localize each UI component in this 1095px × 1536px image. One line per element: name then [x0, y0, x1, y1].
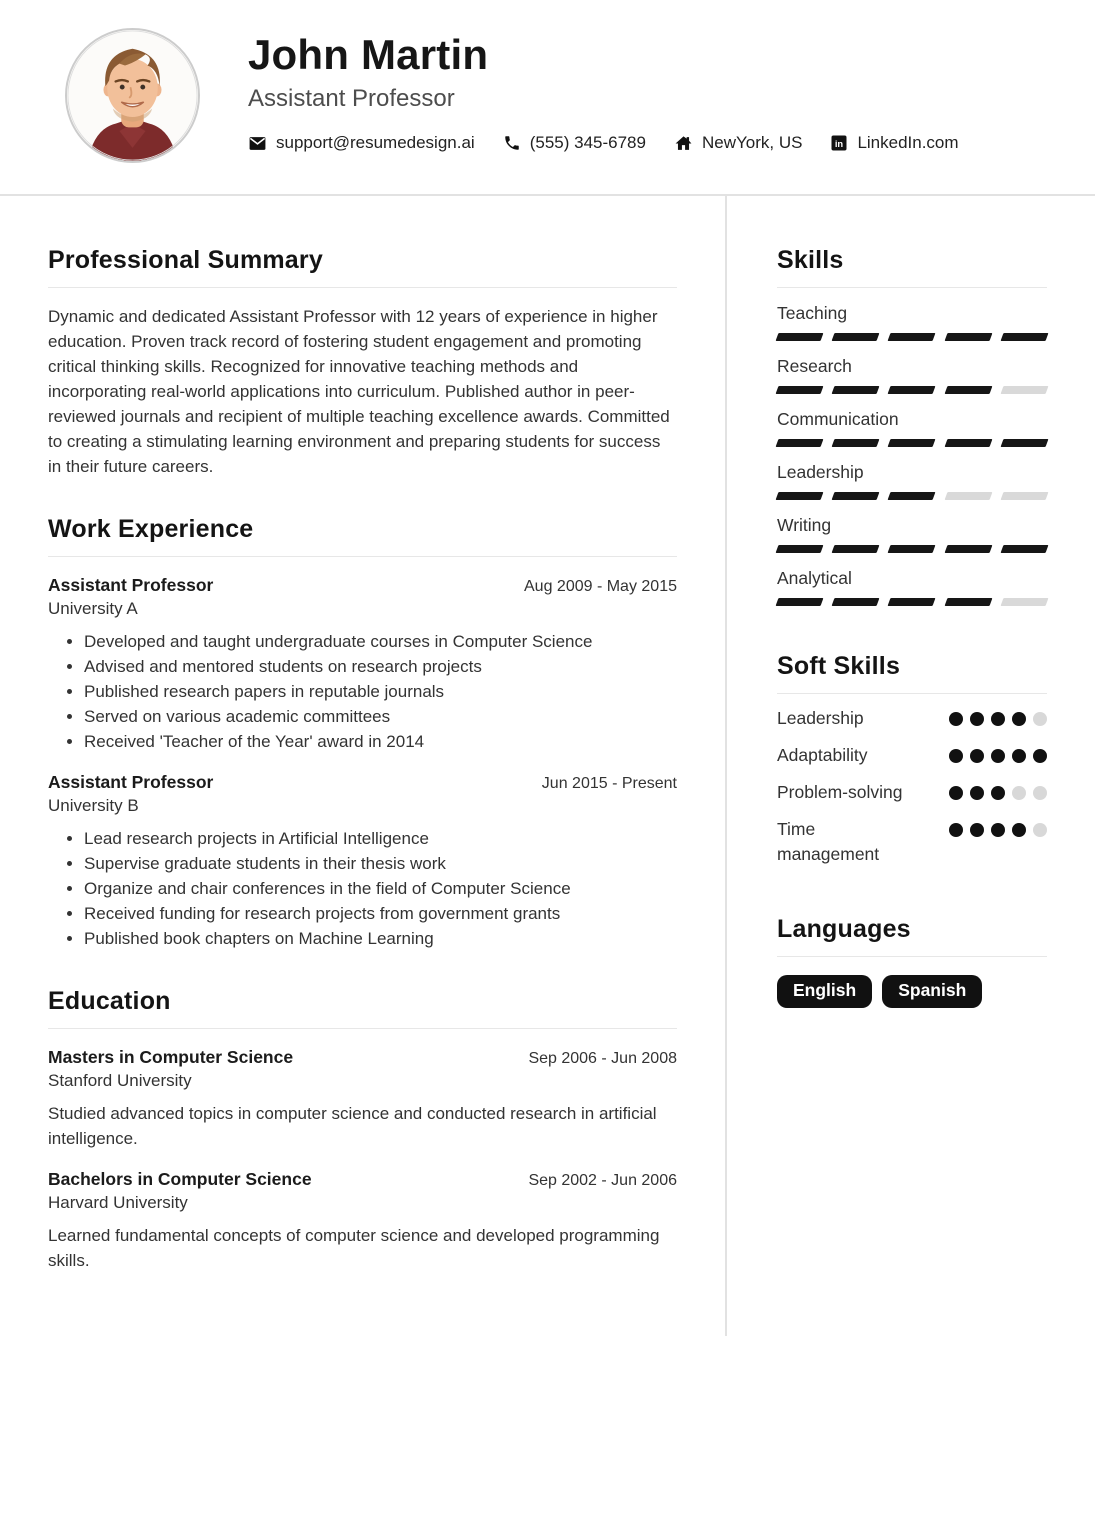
- job-header: [48, 772, 677, 793]
- skill-bar-segment: [888, 598, 936, 606]
- skill-bar: [777, 386, 1047, 394]
- language-badge: Spanish: [882, 975, 982, 1008]
- linkedin-icon: [830, 134, 848, 152]
- rating-dot: [1012, 749, 1026, 763]
- rating-dot: [1012, 712, 1026, 726]
- skill-bar-segment: [888, 492, 936, 500]
- rating-dot: [1033, 823, 1047, 837]
- skill-bar: [777, 598, 1047, 606]
- rating-dot: [970, 712, 984, 726]
- job-dates: Jun 2015 - Present: [541, 775, 677, 792]
- soft-skill-name: Adaptability: [777, 745, 868, 765]
- section-divider: [777, 956, 1047, 957]
- soft-skill-list: [777, 706, 1047, 867]
- rating-dot: [1033, 749, 1047, 763]
- skill-bar-segment: [944, 333, 992, 341]
- skill-bar: [777, 545, 1047, 553]
- rating-dot: [991, 786, 1005, 800]
- skill-bar-segment: [1000, 333, 1048, 341]
- rating-dot: [1012, 823, 1026, 837]
- soft-skill-rating: [949, 817, 1047, 842]
- skill-bar-segment: [776, 439, 824, 447]
- summary-section: [48, 246, 677, 479]
- skill-item: [777, 568, 1047, 606]
- soft-skill-rating: [949, 706, 1047, 731]
- skill-bar-segment: [1000, 545, 1048, 553]
- education-dates: Sep 2006 - Jun 2008: [528, 1050, 677, 1067]
- bullet-item: • Organize and chair conferences in the field of Computer Science: [84, 876, 677, 901]
- skill-name: Analytical: [777, 568, 852, 588]
- bullet-item: • Received funding for research projects from government grants: [84, 901, 677, 926]
- contact-linkedin: [830, 133, 958, 153]
- resume-body: [0, 196, 1095, 1336]
- bullet-item: • Developed and taught undergraduate courses in Computer Science: [84, 629, 677, 654]
- rating-dot: [991, 712, 1005, 726]
- degree-name: Bachelors in Computer Science: [48, 1169, 312, 1189]
- skill-bar: [777, 439, 1047, 447]
- job-header: [48, 575, 677, 596]
- soft-skill-name: Problem-solving: [777, 782, 903, 802]
- skill-bar-segment: [832, 492, 880, 500]
- school-name: Stanford University: [48, 1071, 192, 1090]
- section-divider: [48, 287, 677, 288]
- svg-text:in: in: [835, 139, 844, 150]
- bullet-item: • Served on various academic committees: [84, 704, 677, 729]
- section-divider: [777, 287, 1047, 288]
- person-name: John Martin: [248, 31, 489, 78]
- header-text: [248, 28, 959, 194]
- bullet-item: • Published book chapters on Machine Learning: [84, 926, 677, 951]
- skill-bar-segment: [832, 598, 880, 606]
- contact-text: (555) 345-6789: [529, 133, 646, 153]
- skill-bar-segment: [776, 333, 824, 341]
- rating-dot: [970, 749, 984, 763]
- skill-item: [777, 462, 1047, 500]
- section-divider: [48, 1028, 677, 1029]
- soft-skill-rating: [949, 743, 1047, 768]
- skill-name: Communication: [777, 409, 899, 429]
- soft-skill-name: Leadership: [777, 708, 864, 728]
- rating-dot: [1012, 786, 1026, 800]
- education-header: [48, 1047, 677, 1068]
- home-icon: [674, 134, 693, 153]
- degree-name: Masters in Computer Science: [48, 1047, 294, 1067]
- job-role: Assistant Professor: [48, 575, 214, 595]
- rating-dot: [970, 786, 984, 800]
- skill-bar-segment: [1000, 386, 1048, 394]
- avatar: [65, 28, 200, 163]
- soft-skill-name: Time management: [777, 819, 880, 864]
- avatar-photo-illustration: [67, 30, 198, 161]
- job-entry: [48, 772, 677, 951]
- soft-skills-title: Soft Skills: [777, 652, 901, 680]
- skill-list: [777, 303, 1047, 606]
- rating-dot: [991, 823, 1005, 837]
- job-role: Assistant Professor: [48, 772, 214, 792]
- language-list: [777, 975, 1047, 1008]
- skill-bar-segment: [832, 333, 880, 341]
- right-column: [727, 196, 1095, 1336]
- skill-bar-segment: [1000, 598, 1048, 606]
- skill-bar: [777, 333, 1047, 341]
- contact-phone: [503, 133, 646, 153]
- soft-skill-item: [777, 817, 1047, 867]
- section-divider: [777, 693, 1047, 694]
- skills-section: [777, 246, 1047, 606]
- skill-item: [777, 356, 1047, 394]
- contact-home: [674, 133, 802, 153]
- header: [0, 0, 1095, 196]
- education-dates: Sep 2002 - Jun 2006: [528, 1172, 677, 1189]
- bullet-item: • Received 'Teacher of the Year' award in 2014: [84, 729, 677, 754]
- job-dates: Aug 2009 - May 2015: [524, 578, 677, 595]
- soft-skills-section: [777, 652, 1047, 867]
- education-description: Learned fundamental concepts of computer science and developed programming skills.: [48, 1226, 660, 1270]
- contact-text: NewYork, US: [701, 133, 803, 153]
- phone-icon: [503, 134, 521, 152]
- person-title: Assistant Professor: [248, 85, 455, 113]
- school-name: Harvard University: [48, 1193, 188, 1212]
- education-header: [48, 1169, 677, 1190]
- skill-bar-segment: [944, 492, 992, 500]
- skill-bar-segment: [888, 333, 936, 341]
- skill-item: [777, 515, 1047, 553]
- soft-skill-item: [777, 706, 1047, 731]
- school-list: [48, 1047, 677, 1273]
- experience-section: [48, 515, 677, 951]
- job-organization: University A: [48, 599, 138, 618]
- left-column: [0, 196, 727, 1336]
- contact-row: [248, 133, 959, 153]
- skill-bar-segment: [1000, 492, 1048, 500]
- skill-name: Writing: [777, 515, 832, 535]
- education-section: [48, 987, 677, 1273]
- soft-skill-rating: [949, 780, 1047, 805]
- skill-bar-segment: [944, 598, 992, 606]
- skill-name: Leadership: [777, 462, 864, 482]
- rating-dot: [1033, 786, 1047, 800]
- skill-bar-segment: [776, 492, 824, 500]
- rating-dot: [949, 823, 963, 837]
- summary-title: Professional Summary: [48, 246, 323, 274]
- skill-bar-segment: [888, 386, 936, 394]
- soft-skill-item: [777, 743, 1047, 768]
- education-description: Studied advanced topics in computer science and conducted research in artificial intelligence.: [48, 1104, 657, 1148]
- skill-bar-segment: [944, 439, 992, 447]
- bullet-item: • Lead research projects in Artificial Intelligence: [84, 826, 677, 851]
- rating-dot: [949, 712, 963, 726]
- skill-item: [777, 303, 1047, 341]
- section-divider: [48, 556, 677, 557]
- skill-bar-segment: [1000, 439, 1048, 447]
- job-entry: [48, 575, 677, 754]
- contact-text: LinkedIn.com: [857, 133, 959, 153]
- education-title: Education: [48, 987, 171, 1015]
- skill-item: [777, 409, 1047, 447]
- experience-title: Work Experience: [48, 515, 254, 543]
- skill-bar-segment: [832, 545, 880, 553]
- skill-bar-segment: [776, 598, 824, 606]
- skill-bar: [777, 492, 1047, 500]
- job-bullets: [48, 826, 677, 951]
- skill-name: Teaching: [777, 303, 848, 323]
- soft-skill-item: [777, 780, 1047, 805]
- skill-bar-segment: [944, 545, 992, 553]
- education-entry: [48, 1169, 677, 1273]
- education-entry: [48, 1047, 677, 1151]
- skill-bar-segment: [832, 439, 880, 447]
- job-organization: University B: [48, 796, 139, 815]
- email-icon: [248, 134, 267, 153]
- contact-text: support@resumedesign.ai: [276, 133, 475, 153]
- skill-bar-segment: [832, 386, 880, 394]
- skill-bar-segment: [944, 386, 992, 394]
- skill-bar-segment: [888, 545, 936, 553]
- languages-section: [777, 915, 1047, 1008]
- bullet-item: • Supervise graduate students in their thesis work: [84, 851, 677, 876]
- languages-title: Languages: [777, 915, 911, 943]
- contact-email: [248, 133, 475, 153]
- rating-dot: [970, 823, 984, 837]
- job-list: [48, 575, 677, 951]
- language-badge: English: [777, 975, 872, 1008]
- bullet-item: • Published research papers in reputable journals: [84, 679, 677, 704]
- skills-title: Skills: [777, 246, 844, 274]
- bullet-item: • Advised and mentored students on research projects: [84, 654, 677, 679]
- rating-dot: [991, 749, 1005, 763]
- rating-dot: [949, 786, 963, 800]
- rating-dot: [949, 749, 963, 763]
- job-bullets: [48, 629, 677, 754]
- skill-name: Research: [777, 356, 852, 376]
- skill-bar-segment: [888, 439, 936, 447]
- summary-text: Dynamic and dedicated Assistant Professor with 12 years of experience in higher education. Proven track record of fostering student engagement and promoting critical thinking skills. Recognized for innovative teaching methods and incorporating real-world applications into curriculum. Published author in peer-reviewed journals and recipient of multiple teaching excellence awards. Committed to creating a stimulating learning environment and preparing students for success in their future careers.: [48, 307, 670, 476]
- skill-bar-segment: [776, 545, 824, 553]
- rating-dot: [1033, 712, 1047, 726]
- skill-bar-segment: [776, 386, 824, 394]
